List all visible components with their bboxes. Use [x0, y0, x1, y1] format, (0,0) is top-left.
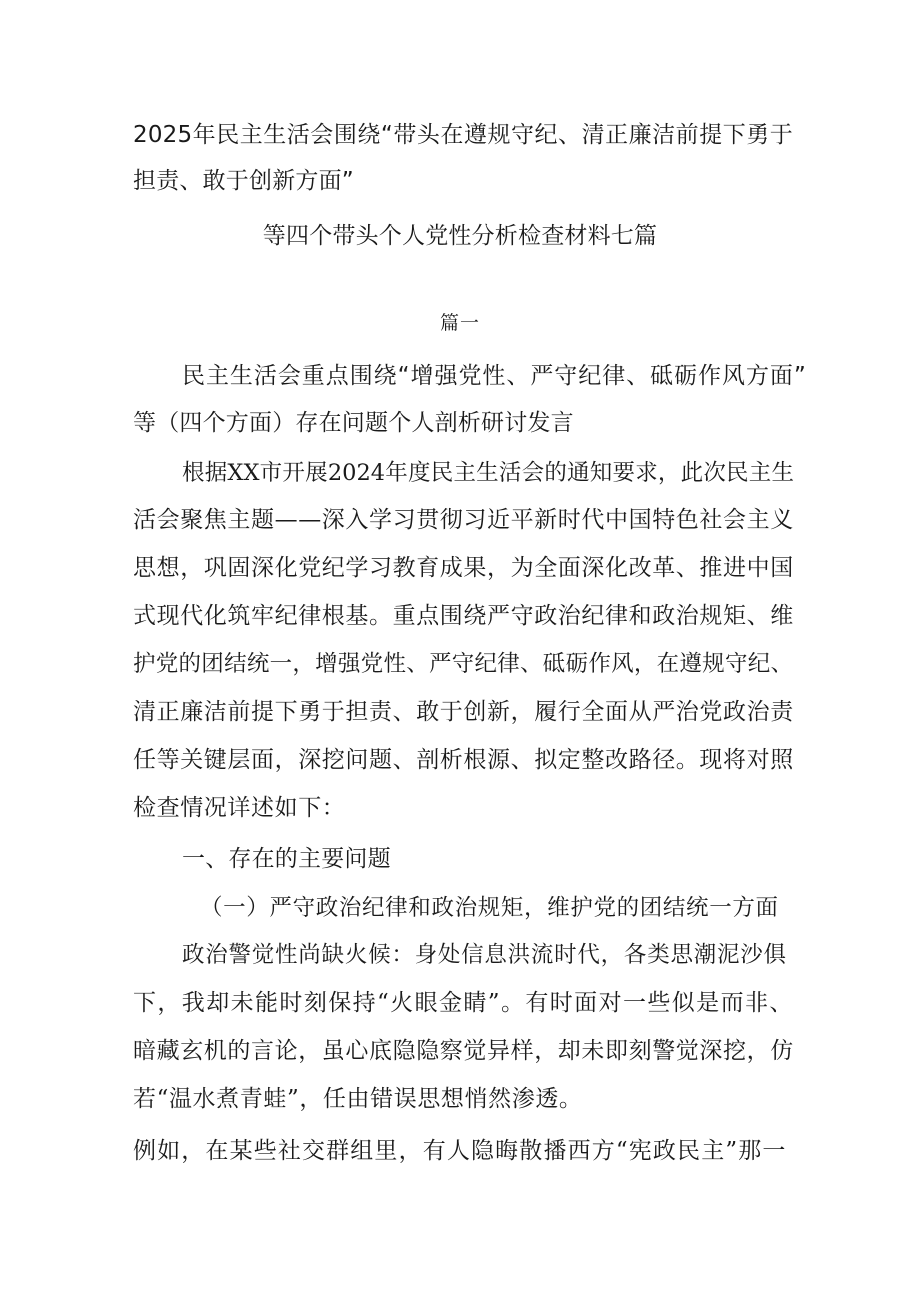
heading-2: （一）严守政治纪律和政治规矩，维护党的团结统一方面 — [200, 895, 778, 921]
title-line-1: 2025年民主生活会围绕“带头在遵规守纪、清正廉洁前提下勇于 — [133, 122, 793, 148]
heading-1: 一、存在的主要问题 — [182, 846, 391, 872]
intro-line-8: 检查情况详述如下： — [133, 795, 346, 821]
intro-line-5: 护党的团结统一，增强党性、严守纪律、砥砺作风，在遵规守纪、 — [133, 651, 793, 677]
title-line-3: 等四个带头个人党性分析检查材料七篇 — [262, 223, 658, 249]
subtitle-line-2: 等（四个方面）存在问题个人剖析研讨发言 — [133, 410, 574, 436]
intro-line-3: 思想，巩固深化党纪学习教育成果，为全面深化改革、推进中国 — [133, 555, 794, 581]
paragraph-1-line-4: 若“温水煮青蛙”，任由错误思想悄然渗透。 — [133, 1086, 583, 1112]
intro-line-4: 式现代化筑牢纪律根基。重点围绕严守政治纪律和政治规矩、维 — [133, 603, 794, 629]
subtitle-line-1: 民主生活会重点围绕“增强党性、严守纪律、砥砺作风方面” — [182, 363, 806, 389]
paragraph-2-line-1: 例如，在某些社交群组里，有人隐晦散播西方“宪政民主”那一 — [133, 1138, 786, 1164]
title-line-2: 担责、敢于创新方面” — [133, 168, 354, 194]
paragraph-1-line-3: 暗藏玄机的言论，虽心底隐隐察觉异样，却未即刻警觉深挖，仿 — [133, 1038, 794, 1064]
section-label: 篇一 — [439, 312, 480, 334]
paragraph-1-line-1: 政治警觉性尚缺火候：身处信息洪流时代，各类思潮泥沙俱 — [182, 942, 786, 968]
intro-line-2: 活会聚焦主题——深入学习贯彻习近平新时代中国特色社会主义 — [133, 507, 794, 533]
intro-line-7: 任等关键层面，深挖问题、剖析根源、拟定整改路径。现将对照 — [133, 747, 794, 773]
intro-line-6: 清正廉洁前提下勇于担责、敢于创新，履行全面从严治党政治责 — [133, 699, 794, 725]
paragraph-1-line-2: 下，我却未能时刻保持“火眼金睛”。有时面对一些似是而非、 — [133, 990, 793, 1016]
intro-line-1: 根据XX市开展2024年度民主生活会的通知要求，此次民主生 — [182, 460, 794, 486]
